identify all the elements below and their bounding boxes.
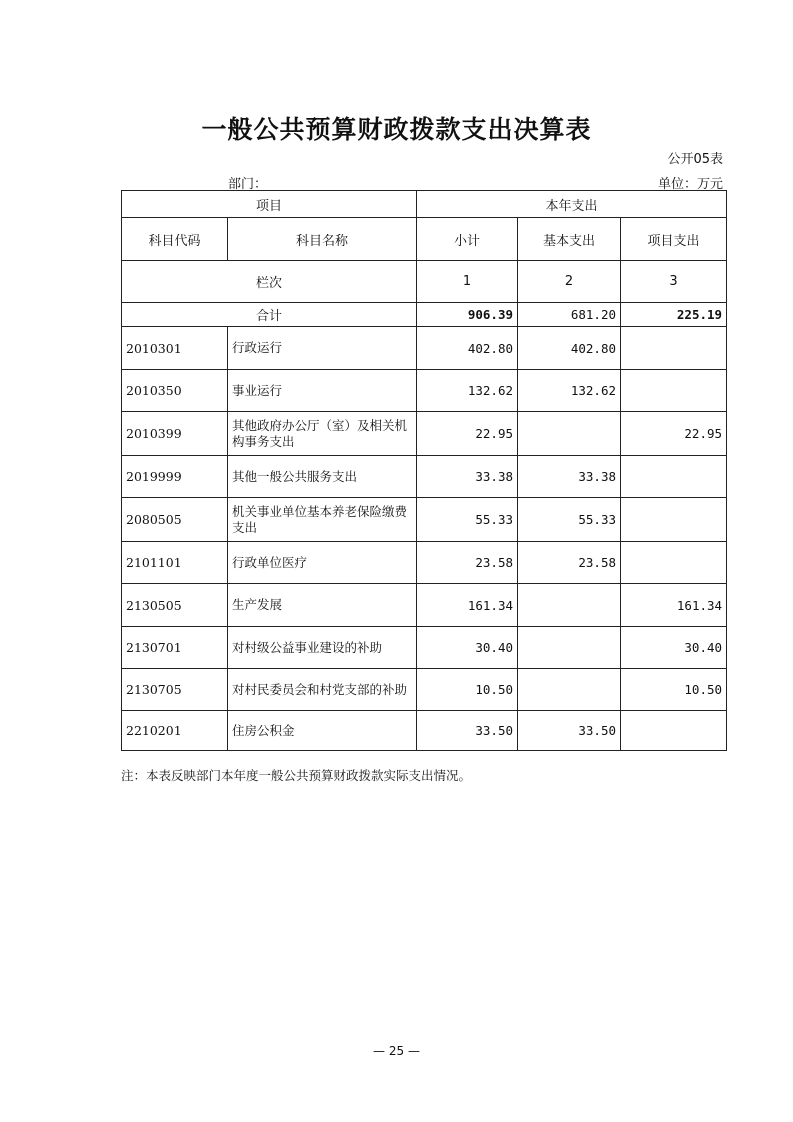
row-subtotal: 55.33: [417, 498, 518, 542]
row-name: 行政运行: [228, 327, 417, 370]
row-name: 事业运行: [228, 370, 417, 412]
header-current-year: 本年支出: [417, 191, 727, 218]
table-row: [122, 327, 727, 370]
row-project: [621, 456, 727, 498]
row-project: 10.50: [621, 669, 727, 711]
table-row: [122, 456, 727, 498]
column-index-label: 栏次: [122, 261, 417, 303]
row-basic: 55.33: [518, 498, 621, 542]
row-project: 30.40: [621, 627, 727, 669]
row-name: 其他一般公共服务支出: [228, 456, 417, 498]
row-project: [621, 542, 727, 584]
table-row: [122, 584, 727, 627]
table-row: [122, 711, 727, 751]
footnote: 注：本表反映部门本年度一般公共预算财政拨款实际支出情况。: [121, 768, 472, 783]
row-basic: 23.58: [518, 542, 621, 584]
table-row: [122, 542, 727, 584]
table-row: [122, 669, 727, 711]
row-project: [621, 498, 727, 542]
row-project: 161.34: [621, 584, 727, 627]
row-subtotal: 30.40: [417, 627, 518, 669]
row-basic: [518, 669, 621, 711]
row-project: [621, 327, 727, 370]
row-code: 2130701: [122, 627, 228, 669]
header-code: 科目代码: [122, 218, 228, 261]
row-basic: 402.80: [518, 327, 621, 370]
total-row: [122, 303, 727, 327]
row-name: 住房公积金: [228, 711, 417, 751]
header-subtotal: 小计: [417, 218, 518, 261]
row-subtotal: 402.80: [417, 327, 518, 370]
department-label: 部门：: [228, 177, 268, 192]
row-project: [621, 370, 727, 412]
table-row: [122, 627, 727, 669]
page-title: 一般公共预算财政拨款支出决算表: [201, 115, 592, 144]
row-subtotal: 10.50: [417, 669, 518, 711]
row-code: 2010399: [122, 412, 228, 456]
row-name: 行政单位医疗: [228, 542, 417, 584]
row-project: [621, 711, 727, 751]
row-subtotal: 22.95: [417, 412, 518, 456]
header-name: 科目名称: [228, 218, 417, 261]
column-index-1: 1: [417, 261, 518, 303]
header-item: 项目: [122, 191, 417, 218]
row-subtotal: 23.58: [417, 542, 518, 584]
row-project: 22.95: [621, 412, 727, 456]
column-index-row: [122, 261, 727, 303]
page-number: — 25 —: [373, 1044, 420, 1058]
form-number: 公开05表: [667, 152, 723, 167]
row-code: 2010350: [122, 370, 228, 412]
row-code: 2019999: [122, 456, 228, 498]
total-label: 合计: [122, 303, 417, 327]
total-basic: 681.20: [518, 303, 621, 327]
row-code: 2130505: [122, 584, 228, 627]
table-row: [122, 370, 727, 412]
row-code: 2130705: [122, 669, 228, 711]
row-basic: [518, 627, 621, 669]
row-name: 对村民委员会和村党支部的补助: [228, 669, 417, 711]
table-row: [122, 498, 727, 542]
header-row-1: [122, 191, 727, 218]
row-code: 2010301: [122, 327, 228, 370]
unit-label: 单位：万元: [657, 177, 723, 192]
row-basic: [518, 584, 621, 627]
row-basic: 33.38: [518, 456, 621, 498]
column-index-3: 3: [621, 261, 727, 303]
row-name: 生产发展: [228, 584, 417, 627]
row-name: 对村级公益事业建设的补助: [228, 627, 417, 669]
total-subtotal: 906.39: [417, 303, 518, 327]
expenditure-table: [121, 190, 727, 751]
row-code: 2210201: [122, 711, 228, 751]
row-subtotal: 161.34: [417, 584, 518, 627]
row-basic: 132.62: [518, 370, 621, 412]
header-row-2: [122, 218, 727, 261]
row-subtotal: 33.38: [417, 456, 518, 498]
row-basic: 33.50: [518, 711, 621, 751]
total-project: 225.19: [621, 303, 727, 327]
row-code: 2101101: [122, 542, 228, 584]
row-subtotal: 132.62: [417, 370, 518, 412]
row-code: 2080505: [122, 498, 228, 542]
row-basic: [518, 412, 621, 456]
row-name: 机关事业单位基本养老保险缴费支出: [228, 498, 417, 542]
row-subtotal: 33.50: [417, 711, 518, 751]
column-index-2: 2: [518, 261, 621, 303]
row-name: 其他政府办公厅（室）及相关机构事务支出: [228, 412, 417, 456]
header-project: 项目支出: [621, 218, 727, 261]
table-row: [122, 412, 727, 456]
header-basic: 基本支出: [518, 218, 621, 261]
